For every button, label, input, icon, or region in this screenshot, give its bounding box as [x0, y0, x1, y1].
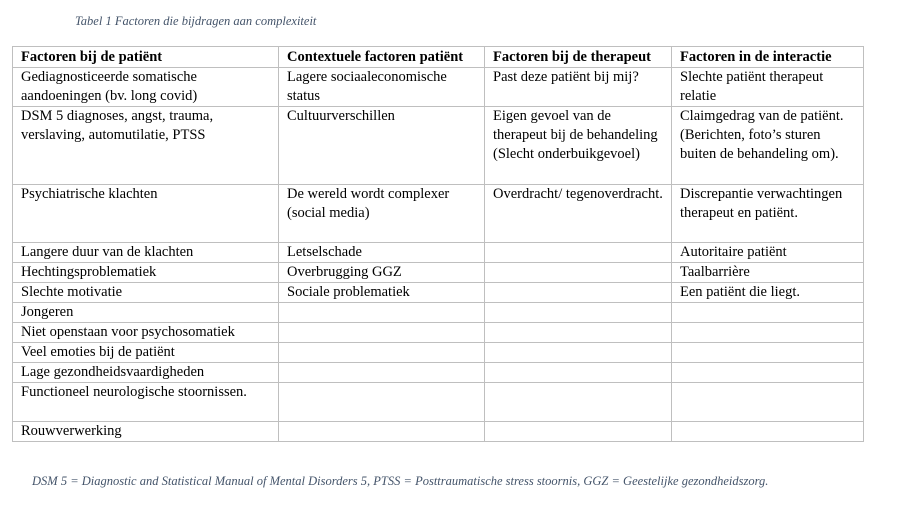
table-cell: Slechte motivatie — [13, 283, 279, 303]
table-cell: Letselschade — [279, 243, 485, 263]
table-cell: Overbrugging GGZ — [279, 263, 485, 283]
table-cell — [672, 363, 864, 383]
table-cell — [672, 383, 864, 422]
table-cell — [279, 363, 485, 383]
header-contextual-factors: Contextuele factoren patiënt — [279, 47, 485, 68]
table-row — [13, 383, 864, 422]
table-cell: Een patiënt die liegt. — [672, 283, 864, 303]
table-cell: Claimgedrag van de patiënt. (Berichten, foto’s sturen buiten de behandeling om). — [672, 107, 864, 185]
table-row — [13, 323, 864, 343]
table-cell: Gediagnosticeerde somatische aandoeningen (bv. long covid) — [13, 68, 279, 107]
table-row — [13, 263, 864, 283]
complexity-factors-table — [12, 46, 864, 442]
table-body — [13, 68, 864, 442]
table-header — [13, 47, 864, 68]
table-cell — [485, 422, 672, 442]
header-patient-factors: Factoren bij de patiënt — [13, 47, 279, 68]
table-cell: Rouwverwerking — [13, 422, 279, 442]
table-cell: Lagere sociaaleconomische status — [279, 68, 485, 107]
table-row — [13, 68, 864, 107]
table-caption: Tabel 1 Factoren die bijdragen aan complexiteit — [75, 14, 317, 28]
table-row — [13, 185, 864, 243]
table-cell: Lage gezondheidsvaardigheden — [13, 363, 279, 383]
header-therapist-factors: Factoren bij de therapeut — [485, 47, 672, 68]
table-row — [13, 283, 864, 303]
table-row — [13, 343, 864, 363]
table-row — [13, 363, 864, 383]
table-cell: Hechtingsproblematiek — [13, 263, 279, 283]
table-row — [13, 422, 864, 442]
table-cell: Psychiatrische klachten — [13, 185, 279, 243]
table-cell — [672, 422, 864, 442]
table-cell: Eigen gevoel van de therapeut bij de behandeling (Slecht onderbuikgevoel) — [485, 107, 672, 185]
table-cell: Autoritaire patiënt — [672, 243, 864, 263]
table-cell: Slechte patiënt therapeut relatie — [672, 68, 864, 107]
table-cell: Sociale problematiek — [279, 283, 485, 303]
table-cell — [485, 283, 672, 303]
table-cell — [485, 263, 672, 283]
table-row — [13, 243, 864, 263]
table-row — [13, 303, 864, 323]
table-cell — [672, 323, 864, 343]
table-cell: Niet openstaan voor psychosomatiek — [13, 323, 279, 343]
table-cell — [485, 243, 672, 263]
table-cell — [279, 303, 485, 323]
table-cell: Discrepantie verwachtingen therapeut en patiënt. — [672, 185, 864, 243]
table-cell — [485, 383, 672, 422]
table-cell: Overdracht/ tegenoverdracht. — [485, 185, 672, 243]
table-cell — [485, 323, 672, 343]
table-cell — [279, 323, 485, 343]
table-cell — [279, 383, 485, 422]
header-row — [13, 47, 864, 68]
table-cell — [279, 343, 485, 363]
table-cell: DSM 5 diagnoses, angst, trauma, verslaving, automutilatie, PTSS — [13, 107, 279, 185]
table-cell: Functioneel neurologische stoornissen. — [13, 383, 279, 422]
table-cell: Veel emoties bij de patiënt — [13, 343, 279, 363]
table-cell — [485, 343, 672, 363]
table-row — [13, 107, 864, 185]
table-cell — [672, 303, 864, 323]
table-cell: De wereld wordt complexer (social media) — [279, 185, 485, 243]
table-cell: Taalbarrière — [672, 263, 864, 283]
table-cell — [672, 343, 864, 363]
table-cell: Langere duur van de klachten — [13, 243, 279, 263]
table-cell: Past deze patiënt bij mij? — [485, 68, 672, 107]
table-cell — [279, 422, 485, 442]
table-cell: Cultuurverschillen — [279, 107, 485, 185]
header-interaction-factors: Factoren in de interactie — [672, 47, 864, 68]
table-footnote: DSM 5 = Diagnostic and Statistical Manual of Mental Disorders 5, PTSS = Posttraumatische stress stoornis, GGZ = Geestelijke gezondheidszorg. — [32, 474, 769, 488]
table-cell: Jongeren — [13, 303, 279, 323]
table-cell — [485, 303, 672, 323]
table-cell — [485, 363, 672, 383]
